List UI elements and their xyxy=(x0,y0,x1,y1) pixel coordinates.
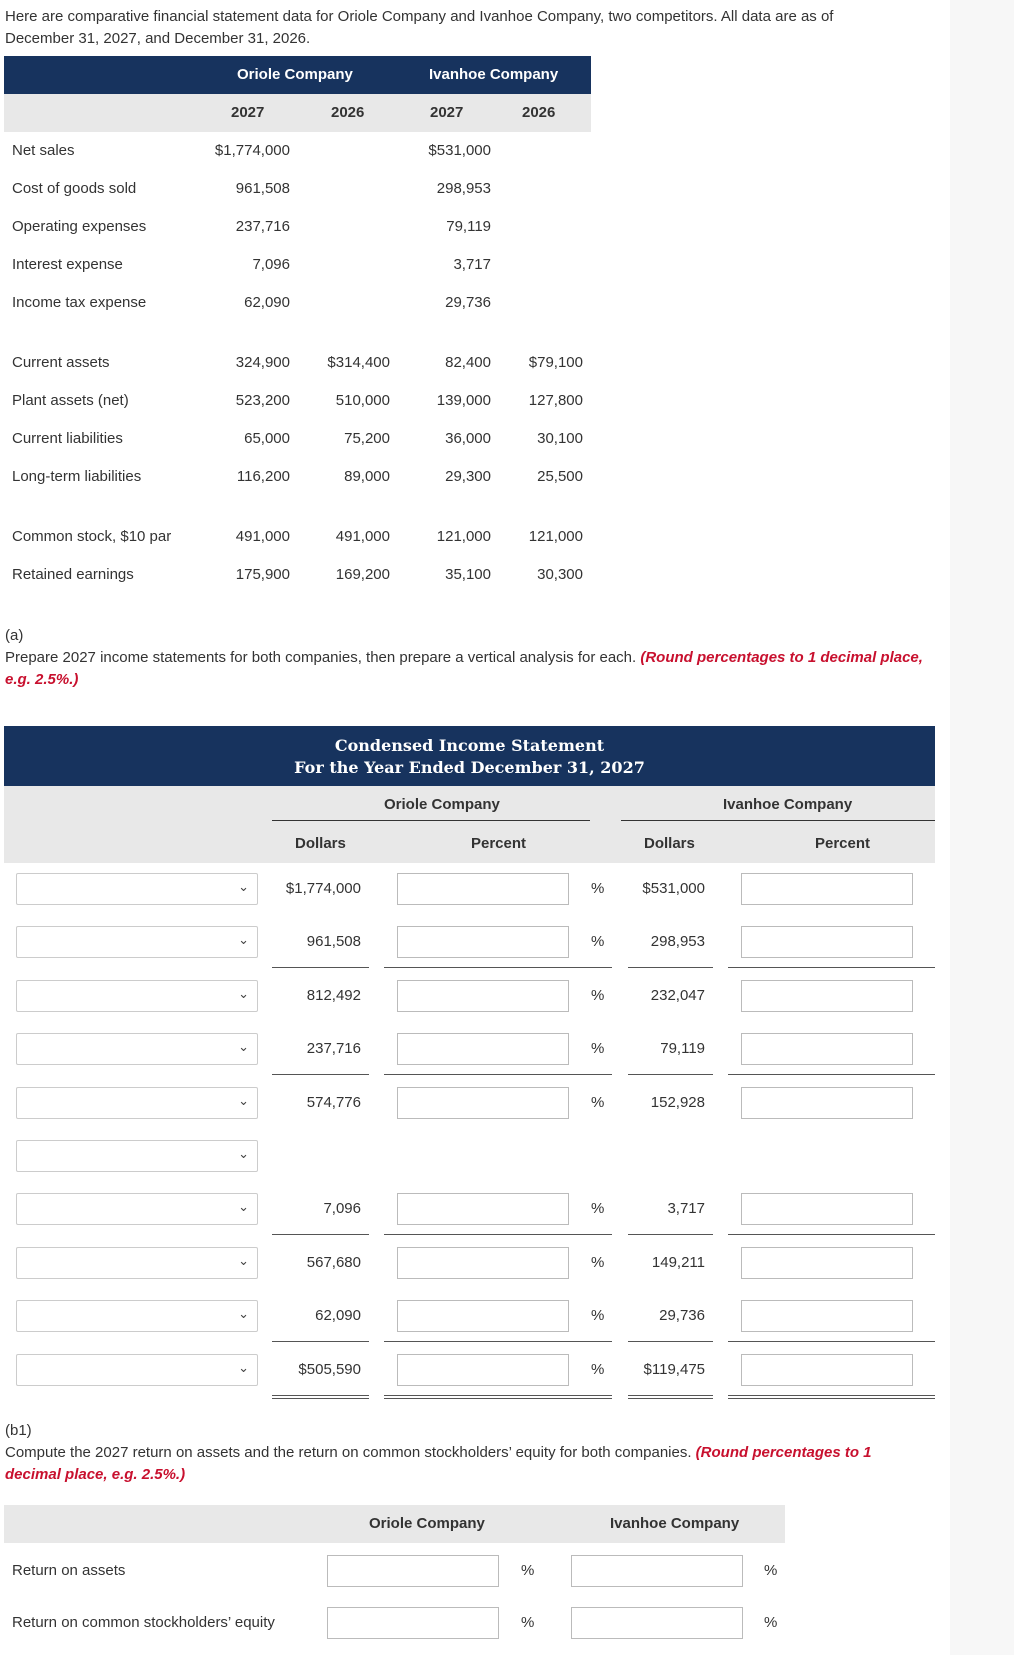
year-ivanhoe-2027: 2027 xyxy=(430,104,464,121)
row-value: 89,000 xyxy=(344,468,390,485)
income-statement-column-header xyxy=(4,786,935,863)
row-value: 127,800 xyxy=(528,392,583,409)
percent-sign: % xyxy=(591,933,605,950)
ivanhoe-dollar-value: $531,000 xyxy=(642,880,705,897)
percent-sign: % xyxy=(591,1200,605,1217)
row-value: 139,000 xyxy=(436,392,491,409)
line-item-select[interactable] xyxy=(16,926,258,958)
oriole-percent-input[interactable] xyxy=(397,926,569,958)
oriole-percent-input[interactable] xyxy=(397,1300,569,1332)
row-label: Net sales xyxy=(12,142,75,159)
year-oriole-2026: 2026 xyxy=(331,104,365,121)
row-value: 29,736 xyxy=(445,294,491,311)
part-b1-label: (b1) xyxy=(5,1422,32,1439)
row-value: 491,000 xyxy=(235,528,290,545)
row-value: 523,200 xyxy=(235,392,290,409)
ivanhoe-percent-double-underline xyxy=(728,1395,935,1399)
chevron-down-icon: ⌄ xyxy=(238,1306,249,1321)
row-label: Cost of goods sold xyxy=(12,180,137,197)
oriole-dollar-underline xyxy=(272,1341,369,1342)
ivanhoe-ratio-input[interactable] xyxy=(571,1555,743,1587)
comparative-year-header xyxy=(4,94,591,132)
row-value: 169,200 xyxy=(335,566,390,583)
ratio-header-ivanhoe: Ivanhoe Company xyxy=(610,1515,740,1532)
ivanhoe-percent-input[interactable] xyxy=(741,1300,913,1332)
oriole-dollar-value: 62,090 xyxy=(315,1307,361,1324)
line-item-select[interactable] xyxy=(16,1193,258,1225)
row-label: Common stock, $10 par xyxy=(12,528,172,545)
line-item-select[interactable] xyxy=(16,980,258,1012)
row-value: 30,100 xyxy=(537,430,583,447)
oriole-dollar-double-underline xyxy=(272,1395,369,1399)
col-ivanhoe-dollars: Dollars xyxy=(644,835,695,852)
ivanhoe-percent-input[interactable] xyxy=(741,1354,913,1386)
ivanhoe-dollar-value: 152,928 xyxy=(650,1094,705,1111)
oriole-header-underline xyxy=(272,820,590,821)
row-value: 79,119 xyxy=(446,218,491,235)
line-item-select[interactable] xyxy=(16,1300,258,1332)
ivanhoe-percent-input[interactable] xyxy=(741,873,913,905)
row-value: 961,508 xyxy=(235,180,290,197)
row-value: $79,100 xyxy=(528,354,583,371)
oriole-percent-input[interactable] xyxy=(397,1193,569,1225)
row-label: Plant assets (net) xyxy=(12,392,129,409)
line-item-select[interactable] xyxy=(16,1354,258,1386)
row-value: 65,000 xyxy=(244,430,290,447)
row-value: 116,200 xyxy=(236,468,290,485)
row-value: 29,300 xyxy=(445,468,491,485)
part-b1-text: Compute the 2027 return on assets and the return on common stockholders’ equity for both companies. xyxy=(5,1444,692,1461)
chevron-down-icon: ⌄ xyxy=(238,986,249,1001)
part-b1-rounding-note: (Round percentages to 1 decimal place, e.g. 2.5%.) xyxy=(5,1444,872,1483)
line-item-select[interactable] xyxy=(16,1140,258,1172)
col-oriole-percent: Percent xyxy=(471,835,527,852)
oriole-dollar-value: 812,492 xyxy=(306,987,361,1004)
ivanhoe-dollar-value: 232,047 xyxy=(650,987,705,1004)
row-value: 82,400 xyxy=(445,354,491,371)
percent-sign: % xyxy=(764,1614,778,1631)
ivanhoe-dollar-underline xyxy=(628,967,713,968)
ivanhoe-dollar-value: 79,119 xyxy=(660,1040,705,1057)
oriole-dollar-underline xyxy=(272,1234,369,1235)
row-value: 121,000 xyxy=(528,528,583,545)
row-value: 7,096 xyxy=(252,256,290,273)
row-value: 175,900 xyxy=(235,566,290,583)
page-margin xyxy=(950,0,1014,1655)
percent-sign: % xyxy=(591,1307,605,1324)
row-label: Current assets xyxy=(12,354,110,371)
col-ivanhoe-percent: Percent xyxy=(815,835,871,852)
oriole-percent-input[interactable] xyxy=(397,1087,569,1119)
row-value: 121,000 xyxy=(436,528,491,545)
oriole-percent-underline xyxy=(384,1341,612,1342)
ratio-table-header xyxy=(4,1505,785,1543)
percent-sign: % xyxy=(591,1361,605,1378)
oriole-ratio-input[interactable] xyxy=(327,1607,499,1639)
oriole-dollar-underline xyxy=(272,967,369,968)
ivanhoe-percent-input[interactable] xyxy=(741,1193,913,1225)
year-ivanhoe-2026: 2026 xyxy=(522,104,556,121)
income-statement-title: Condensed Income Statement xyxy=(334,736,605,755)
percent-sign: % xyxy=(591,1254,605,1271)
percent-sign: % xyxy=(591,880,605,897)
ratio-label: Return on assets xyxy=(12,1562,126,1579)
percent-sign: % xyxy=(591,1040,605,1057)
header-oriole: Oriole Company xyxy=(237,66,353,83)
oriole-dollar-value: 567,680 xyxy=(306,1254,361,1271)
row-value: $1,774,000 xyxy=(214,142,290,159)
ivanhoe-percent-input[interactable] xyxy=(741,926,913,958)
header-ivanhoe: Ivanhoe Company xyxy=(429,66,559,83)
chevron-down-icon: ⌄ xyxy=(238,1039,249,1054)
row-value: 35,100 xyxy=(445,566,491,583)
oriole-percent-input[interactable] xyxy=(397,1033,569,1065)
ivanhoe-percent-input[interactable] xyxy=(741,980,913,1012)
chevron-down-icon: ⌄ xyxy=(238,1199,249,1214)
ivanhoe-percent-underline xyxy=(728,967,935,968)
line-item-select[interactable] xyxy=(16,873,258,905)
part-a-label: (a) xyxy=(5,627,24,644)
chevron-down-icon: ⌄ xyxy=(238,1093,249,1108)
row-label: Interest expense xyxy=(12,256,123,273)
row-value: 3,717 xyxy=(453,256,491,273)
oriole-dollar-value: 237,716 xyxy=(306,1040,361,1057)
row-value: 324,900 xyxy=(235,354,290,371)
part-a-text: Prepare 2027 income statements for both companies, then prepare a vertical analysis for each. xyxy=(5,649,637,666)
oriole-percent-underline xyxy=(384,967,612,968)
ivanhoe-header-underline xyxy=(621,820,935,821)
col-oriole-dollars: Dollars xyxy=(295,835,346,852)
oriole-dollar-value: $505,590 xyxy=(298,1361,361,1378)
row-value: 298,953 xyxy=(436,180,491,197)
percent-sign: % xyxy=(591,1094,605,1111)
ivanhoe-percent-input[interactable] xyxy=(741,1033,913,1065)
is-header-ivanhoe: Ivanhoe Company xyxy=(723,796,853,813)
row-label: Retained earnings xyxy=(12,566,134,583)
row-value: 491,000 xyxy=(335,528,390,545)
chevron-down-icon: ⌄ xyxy=(238,1360,249,1375)
income-statement-subtitle: For the Year Ended December 31, 2027 xyxy=(294,758,645,777)
row-label: Income tax expense xyxy=(12,294,147,311)
chevron-down-icon: ⌄ xyxy=(238,1146,249,1161)
oriole-dollar-underline xyxy=(272,1074,369,1075)
oriole-percent-double-underline xyxy=(384,1395,612,1399)
oriole-dollar-value: 7,096 xyxy=(323,1200,361,1217)
year-oriole-2027: 2027 xyxy=(231,104,265,121)
row-value: 510,000 xyxy=(335,392,390,409)
percent-sign: % xyxy=(521,1562,535,1579)
percent-sign: % xyxy=(591,987,605,1004)
percent-sign: % xyxy=(764,1562,778,1579)
ivanhoe-percent-underline xyxy=(728,1341,935,1342)
row-value: 25,500 xyxy=(537,468,583,485)
row-label: Operating expenses xyxy=(12,218,147,235)
part-a-instructions xyxy=(5,625,925,691)
ivanhoe-dollar-value: 29,736 xyxy=(659,1307,705,1324)
row-label: Current liabilities xyxy=(12,430,123,447)
ivanhoe-dollar-underline xyxy=(628,1234,713,1235)
chevron-down-icon: ⌄ xyxy=(238,932,249,947)
ratio-label: Return on common stockholders’ equity xyxy=(12,1614,275,1631)
row-value: 36,000 xyxy=(445,430,491,447)
oriole-percent-underline xyxy=(384,1234,612,1235)
ivanhoe-dollar-double-underline xyxy=(628,1395,713,1399)
oriole-dollar-value: $1,774,000 xyxy=(285,880,361,897)
percent-sign: % xyxy=(521,1614,535,1631)
ivanhoe-dollar-value: 298,953 xyxy=(650,933,705,950)
ivanhoe-dollar-value: 3,717 xyxy=(667,1200,705,1217)
part-b1-instructions xyxy=(5,1420,925,1486)
ivanhoe-dollar-value: 149,211 xyxy=(651,1254,705,1271)
ivanhoe-dollar-underline xyxy=(628,1074,713,1075)
oriole-ratio-input[interactable] xyxy=(327,1555,499,1587)
ivanhoe-percent-input[interactable] xyxy=(741,1247,913,1279)
oriole-percent-input[interactable] xyxy=(397,1354,569,1386)
ratio-header-oriole: Oriole Company xyxy=(369,1515,485,1532)
row-label: Long-term liabilities xyxy=(12,468,142,485)
intro-text: Here are comparative financial statement data for Oriole Company and Ivanhoe Company, two competitors. All data are as of December 31, 2027, and December 31, 2026. xyxy=(5,8,834,47)
ivanhoe-ratio-input[interactable] xyxy=(571,1607,743,1639)
chevron-down-icon: ⌄ xyxy=(238,879,249,894)
ivanhoe-dollar-underline xyxy=(628,1341,713,1342)
chevron-down-icon: ⌄ xyxy=(238,1253,249,1268)
ivanhoe-percent-underline xyxy=(728,1074,935,1075)
row-value: $531,000 xyxy=(428,142,491,159)
oriole-percent-underline xyxy=(384,1074,612,1075)
oriole-dollar-value: 574,776 xyxy=(306,1094,361,1111)
ivanhoe-dollar-value: $119,475 xyxy=(643,1361,705,1378)
oriole-dollar-value: 961,508 xyxy=(306,933,361,950)
row-value: 30,300 xyxy=(537,566,583,583)
line-item-select[interactable] xyxy=(16,1087,258,1119)
ivanhoe-percent-underline xyxy=(728,1234,935,1235)
line-item-select[interactable] xyxy=(16,1033,258,1065)
row-value: $314,400 xyxy=(327,354,390,371)
row-value: 62,090 xyxy=(244,294,290,311)
ivanhoe-percent-input[interactable] xyxy=(741,1087,913,1119)
line-item-select[interactable] xyxy=(16,1247,258,1279)
row-value: 237,716 xyxy=(235,218,290,235)
income-statement-header xyxy=(4,726,935,786)
oriole-percent-input[interactable] xyxy=(397,873,569,905)
comparative-company-header xyxy=(4,56,591,94)
row-value: 75,200 xyxy=(344,430,390,447)
is-header-oriole: Oriole Company xyxy=(384,796,500,813)
oriole-percent-input[interactable] xyxy=(397,980,569,1012)
part-a-rounding-note: (Round percentages to 1 decimal place, e.g. 2.5%.) xyxy=(5,649,923,688)
oriole-percent-input[interactable] xyxy=(397,1247,569,1279)
